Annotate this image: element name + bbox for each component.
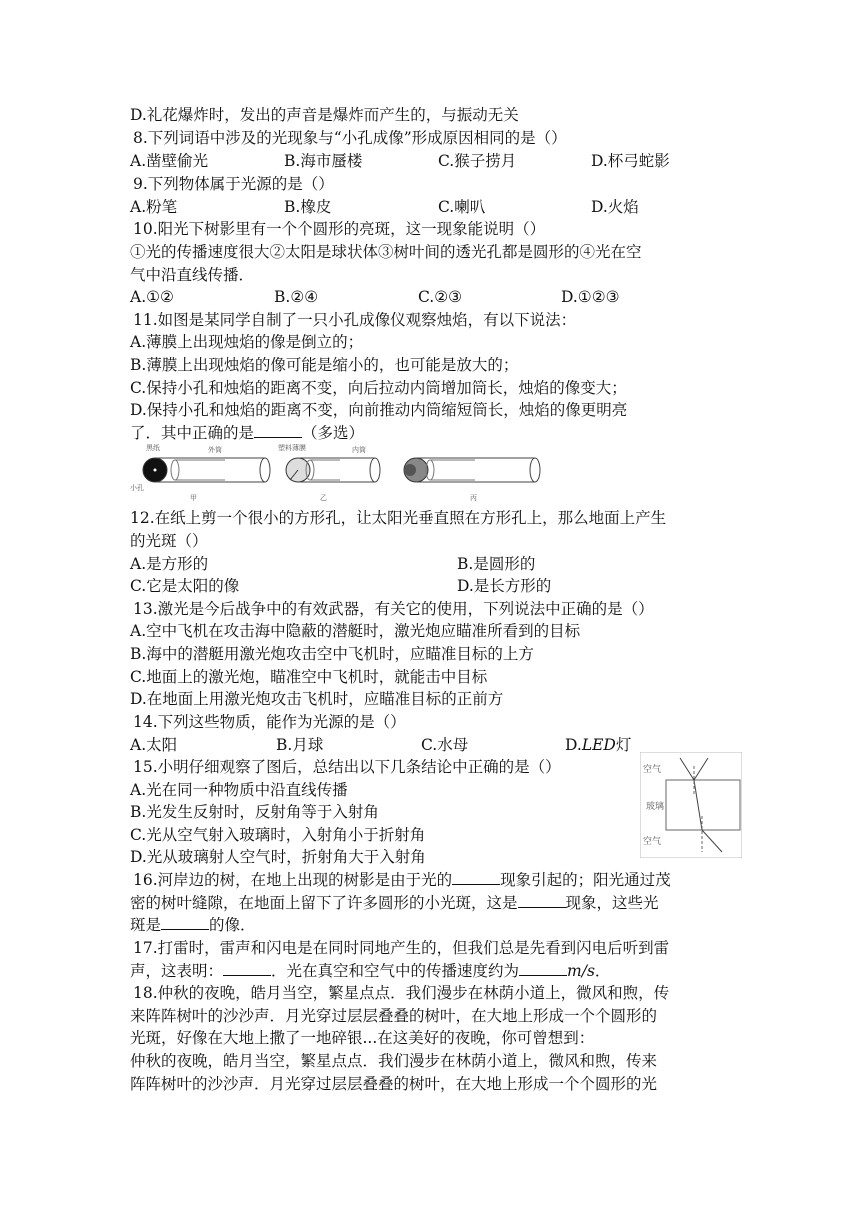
label-outer-tube: 外筒 (208, 446, 222, 454)
q16-blank-3 (161, 914, 209, 930)
q12-option-b: B.是圆形的 (457, 555, 536, 573)
q13-option-c: C.地面上的激光炮，瞄准空中飞机时，就能击中目标 (130, 668, 488, 686)
pinhole-camera-figure (130, 440, 550, 502)
q17-line2: 声，这表明： ．光在真空和空气中的传播速度约为 m/s． (130, 962, 611, 980)
q16-line2: 密的树叶缝隙，在地面上留下了许多圆形的小光斑，这是 现象，这些光 (130, 894, 659, 912)
q9-option-a: A.粉笔 (130, 198, 178, 216)
q10-option-b: B.②④ (274, 288, 319, 306)
q10-option-a: A.①② (130, 288, 174, 306)
q13-stem: 13.激光是今后战争中的有效武器，有关它的使用，下列说法中正确的是（） (133, 600, 654, 618)
q7-option-d: D.礼花爆炸时，发出的声音是爆炸而产生的，与振动无关 (130, 106, 519, 124)
q12-option-c: C.它是太阳的像 (130, 577, 240, 595)
q11-statement-a: A.薄膜上出现烛焰的像是倒立的； (130, 333, 364, 351)
q18-line1: 18.仲秋的夜晚，皓月当空，繁星点点．我们漫步在林荫小道上，微风和煦，传 (133, 984, 670, 1002)
q9-option-b: B.橡皮 (284, 198, 332, 216)
q10-option-d: D.①②③ (561, 288, 620, 306)
q18-line2: 来阵阵树叶的沙沙声．月光穿过层层叠叠的树叶，在大地上形成一个个圆形的 (130, 1007, 658, 1025)
label-glass: 玻璃 (646, 802, 665, 812)
q8-stem: 8.下列词语中涉及的光现象与“小孔成像”形成原因相同的是（） (133, 129, 567, 147)
q10-statement-line2: 气中沿直线传播． (130, 266, 255, 284)
label-air-top: 空气 (643, 765, 662, 775)
label-bing: 丙 (470, 494, 477, 502)
q11-answer-line: 了．其中正确的是 （多选） (130, 424, 365, 442)
q11-statement-b: B.薄膜上出现烛焰的像可能是缩小的，也可能是放大的； (130, 356, 519, 374)
q8-option-a: A.凿壁偷光 (130, 152, 209, 170)
q15-option-d: D.光从玻璃射人空气时，折射角大于入射角 (130, 848, 426, 866)
label-black-paper: 黑纸 (146, 444, 160, 452)
q9-stem: 9.下列物体属于光源的是（） (133, 175, 334, 193)
q15-option-a: A.光在同一种物质中沿直线传播 (130, 781, 348, 799)
q13-option-a: A.空中飞机在攻击海中隐蔽的潜艇时，激光炮应瞄准所看到的目标 (130, 622, 581, 640)
figure-yi (278, 443, 380, 502)
label-yi: 乙 (320, 494, 327, 502)
label-pinhole: 小孔 (130, 484, 144, 492)
q8-option-c: C.猴子捞月 (438, 152, 517, 170)
q9-option-d: D.火焰 (591, 198, 639, 216)
q16-line3: 斑是 的像． (130, 916, 256, 934)
q10-statement-line1: ①光的传播速度很大②太阳是球状体③树叶间的透光孔都是圆形的④光在空 (130, 243, 642, 261)
q15-option-c: C.光从空气射入玻璃时，入射角小于折射角 (130, 826, 426, 844)
refraction-figure (640, 752, 742, 858)
q12-stem-line1: 12.在纸上剪一个很小的方形孔，让太阳光垂直照在方形孔上，那么地面上产生 (130, 509, 667, 527)
figure-bing (404, 458, 540, 502)
q13-option-b: B.海中的潜艇用激光炮攻击空中飞机时，应瞄准目标的上方 (130, 645, 534, 663)
q11-stem: 11.如图是某同学自制了一只小孔成像仪观察烛焰，有以下说法： (133, 311, 577, 329)
q17-line1: 17.打雷时，雷声和闪电是在同时同地产生的，但我们总是先看到闪电后听到雷 (133, 939, 670, 957)
q8-option-b: B.海市蜃楼 (284, 152, 363, 170)
q16-blank-1 (452, 869, 500, 885)
label-jia: 甲 (190, 494, 197, 502)
q11-statement-c: C.保持小孔和烛焰的距离不变，向后拉动内筒增加筒长，烛焰的像变大； (130, 379, 627, 397)
q16-line1: 16.河岸边的树，在地上出现的树影是由于光的 现象引起的；阳光通过茂 (133, 871, 671, 889)
q9-option-c: C.喇叭 (438, 198, 486, 216)
q14-option-b: B.月球 (276, 736, 324, 754)
q15-option-b: B.光发生反射时，反射角等于入射角 (130, 803, 379, 821)
q18-line5: 阵阵树叶的沙沙声．月光穿过层层叠叠的树叶，在大地上形成一个个圆形的光 (130, 1075, 658, 1093)
q13-option-d: D.在地面上用激光炮攻击飞机时，应瞄准目标的正前方 (130, 690, 504, 708)
q14-stem: 14.下列这些物质，能作为光源的是（） (133, 713, 406, 731)
q18-line4: 仲秋的夜晚，皓月当空，繁星点点．我们漫步在林荫小道上，微风和煦，传来 (130, 1052, 658, 1070)
q10-stem: 10.阳光下树影里有一个个圆形的亮斑，这一现象能说明（） (133, 220, 546, 238)
q15-stem: 15.小明仔细观察了图后，总结出以下几条结论中正确的是（） (133, 758, 561, 776)
q14-option-c: C.水母 (421, 736, 469, 754)
q16-blank-2 (518, 892, 566, 908)
q10-option-c: C.②③ (418, 288, 463, 306)
q8-option-d: D.杯弓蛇影 (591, 152, 670, 170)
label-film: 塑料薄膜 (278, 444, 306, 452)
q17-blank-2 (519, 960, 567, 976)
q14-option-d: D.LED灯 (565, 736, 632, 754)
label-inner-tube: 内筒 (352, 446, 366, 454)
label-air-bottom: 空气 (643, 837, 662, 847)
q18-line3: 光斑，好像在大地上撒了一地碎银...在这美好的夜晚，你可曾想到： (130, 1029, 595, 1047)
q12-stem-line2: 的光斑（） (130, 532, 208, 550)
q11-answer-blank (254, 422, 302, 438)
q11-statement-d: D.保持小孔和烛焰的距离不变，向前推动内筒缩短筒长，烛焰的像更明亮 (130, 401, 628, 419)
figure-jia (130, 443, 270, 502)
q12-option-a: A.是方形的 (130, 555, 209, 573)
q14-option-a: A.太阳 (130, 736, 178, 754)
q17-blank-1 (223, 960, 271, 976)
q12-option-d: D.是长方形的 (457, 577, 552, 595)
